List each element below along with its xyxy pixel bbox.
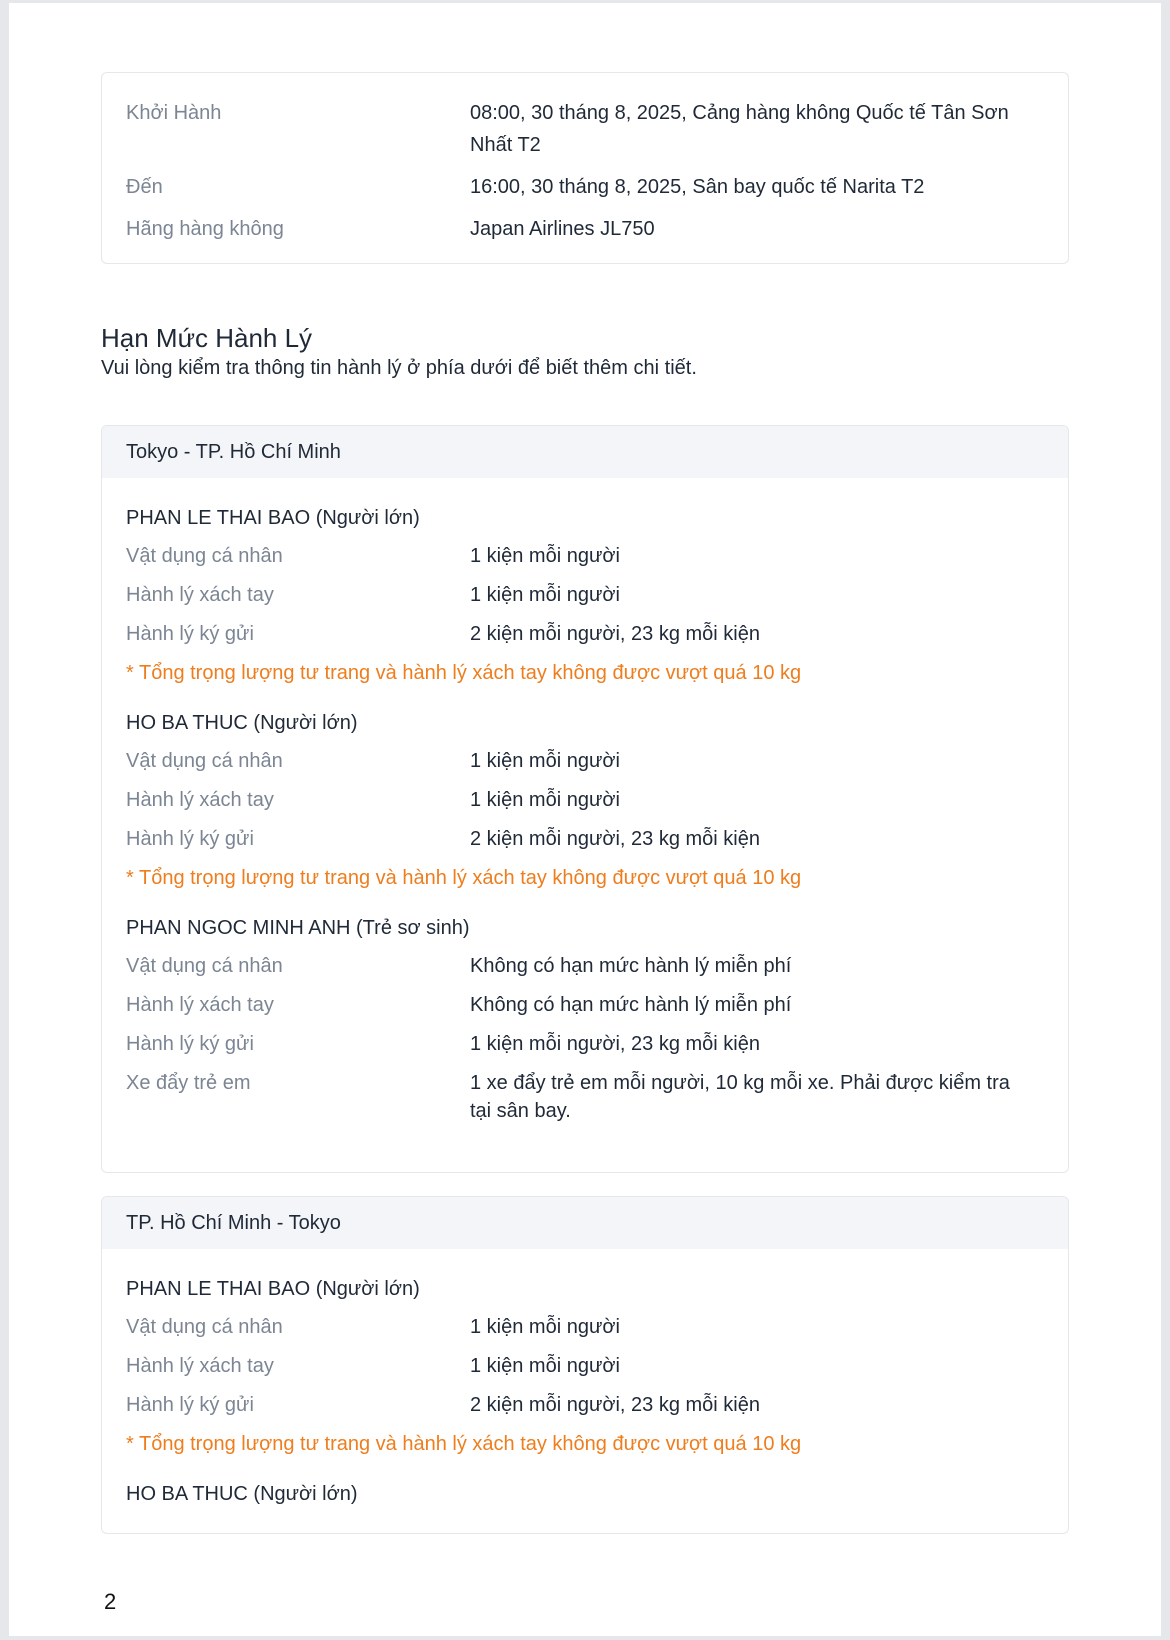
passenger-block — [126, 914, 1044, 1125]
allowance-row — [126, 747, 1044, 775]
allowance-value: 1 xe đẩy trẻ em mỗi người, 10 kg mỗi xe. Phải được kiểm tra tại sân bay. — [470, 1072, 1010, 1122]
allowance-label: Hành lý xách tay — [126, 584, 274, 606]
weight-limit-note: * Tổng trọng lượng tư trang và hành lý xách tay không được vượt quá 10 kg — [126, 1433, 802, 1455]
baggage-route-card — [101, 1196, 1069, 1534]
allowance-value: 1 kiện mỗi người — [470, 1355, 620, 1377]
airline-row — [126, 213, 1044, 245]
passenger-name: HO BA THUC (Người lớn) — [126, 712, 358, 734]
allowance-row — [126, 825, 1044, 853]
allowance-value: 1 kiện mỗi người — [470, 545, 620, 567]
departure-value: 08:00, 30 tháng 8, 2025, Cảng hàng không Quốc tế Tân Sơn Nhất T2 — [470, 102, 1009, 156]
allowance-row — [126, 1391, 1044, 1419]
baggage-route-card — [101, 425, 1069, 1173]
allowance-row — [126, 1352, 1044, 1380]
passenger-block — [126, 1275, 1044, 1458]
allowance-value: 2 kiện mỗi người, 23 kg mỗi kiện — [470, 828, 760, 850]
arrival-value: 16:00, 30 tháng 8, 2025, Sân bay quốc tế Narita T2 — [470, 176, 925, 198]
allowance-label: Vật dụng cá nhân — [126, 545, 283, 567]
page-number: 2 — [104, 1589, 117, 1614]
weight-limit-note: * Tổng trọng lượng tư trang và hành lý xách tay không được vượt quá 10 kg — [126, 662, 802, 684]
allowance-label: Vật dụng cá nhân — [126, 1316, 283, 1338]
allowance-label: Xe đẩy trẻ em — [126, 1072, 251, 1094]
allowance-row — [126, 542, 1044, 570]
weight-limit-note: * Tổng trọng lượng tư trang và hành lý xách tay không được vượt quá 10 kg — [126, 867, 802, 889]
allowance-label: Vật dụng cá nhân — [126, 955, 283, 977]
allowance-value: 1 kiện mỗi người — [470, 1316, 620, 1338]
allowance-value: 1 kiện mỗi người, 23 kg mỗi kiện — [470, 1033, 760, 1055]
allowance-row — [126, 1069, 1044, 1125]
allowance-label: Vật dụng cá nhân — [126, 750, 283, 772]
allowance-row — [126, 581, 1044, 609]
passenger-block — [126, 504, 1044, 687]
passenger-name: PHAN NGOC MINH ANH (Trẻ sơ sinh) — [126, 917, 470, 939]
route-header: TP. Hồ Chí Minh - Tokyo — [102, 1197, 1068, 1249]
passenger-block — [126, 709, 1044, 892]
allowance-value: Không có hạn mức hành lý miễn phí — [470, 955, 792, 977]
passenger-block — [126, 1480, 1044, 1508]
allowance-row — [126, 991, 1044, 1019]
allowance-value: Không có hạn mức hành lý miễn phí — [470, 994, 792, 1016]
baggage-section-description: Vui lòng kiểm tra thông tin hành lý ở phía dưới để biết thêm chi tiết. — [101, 357, 697, 379]
baggage-section-title: Hạn Mức Hành Lý — [101, 323, 313, 353]
allowance-row — [126, 952, 1044, 980]
flight-info-card — [101, 72, 1069, 264]
allowance-label: Hành lý ký gửi — [126, 623, 254, 645]
arrival-label: Đến — [126, 176, 163, 198]
document-page — [9, 3, 1161, 1636]
allowance-row — [126, 786, 1044, 814]
passenger-name: HO BA THUC (Người lớn) — [126, 1483, 358, 1505]
allowance-label: Hành lý ký gửi — [126, 1033, 254, 1055]
allowance-label: Hành lý xách tay — [126, 994, 274, 1016]
allowance-row — [126, 1030, 1044, 1058]
route-header: Tokyo - TP. Hồ Chí Minh — [102, 426, 1068, 478]
allowance-row — [126, 620, 1044, 648]
allowance-label: Hành lý xách tay — [126, 1355, 274, 1377]
allowance-value: 2 kiện mỗi người, 23 kg mỗi kiện — [470, 1394, 760, 1416]
allowance-value: 1 kiện mỗi người — [470, 584, 620, 606]
allowance-label: Hành lý xách tay — [126, 789, 274, 811]
airline-label: Hãng hàng không — [126, 218, 284, 240]
allowance-row — [126, 1313, 1044, 1341]
allowance-label: Hành lý ký gửi — [126, 828, 254, 850]
departure-label: Khởi Hành — [126, 102, 222, 124]
allowance-value: 1 kiện mỗi người — [470, 750, 620, 772]
passenger-name: PHAN LE THAI BAO (Người lớn) — [126, 1278, 420, 1300]
passenger-name: PHAN LE THAI BAO (Người lớn) — [126, 507, 420, 529]
airline-value: Japan Airlines JL750 — [470, 218, 655, 240]
arrival-row — [126, 171, 1044, 203]
allowance-label: Hành lý ký gửi — [126, 1394, 254, 1416]
allowance-value: 2 kiện mỗi người, 23 kg mỗi kiện — [470, 623, 760, 645]
departure-row — [126, 97, 1044, 161]
allowance-value: 1 kiện mỗi người — [470, 789, 620, 811]
